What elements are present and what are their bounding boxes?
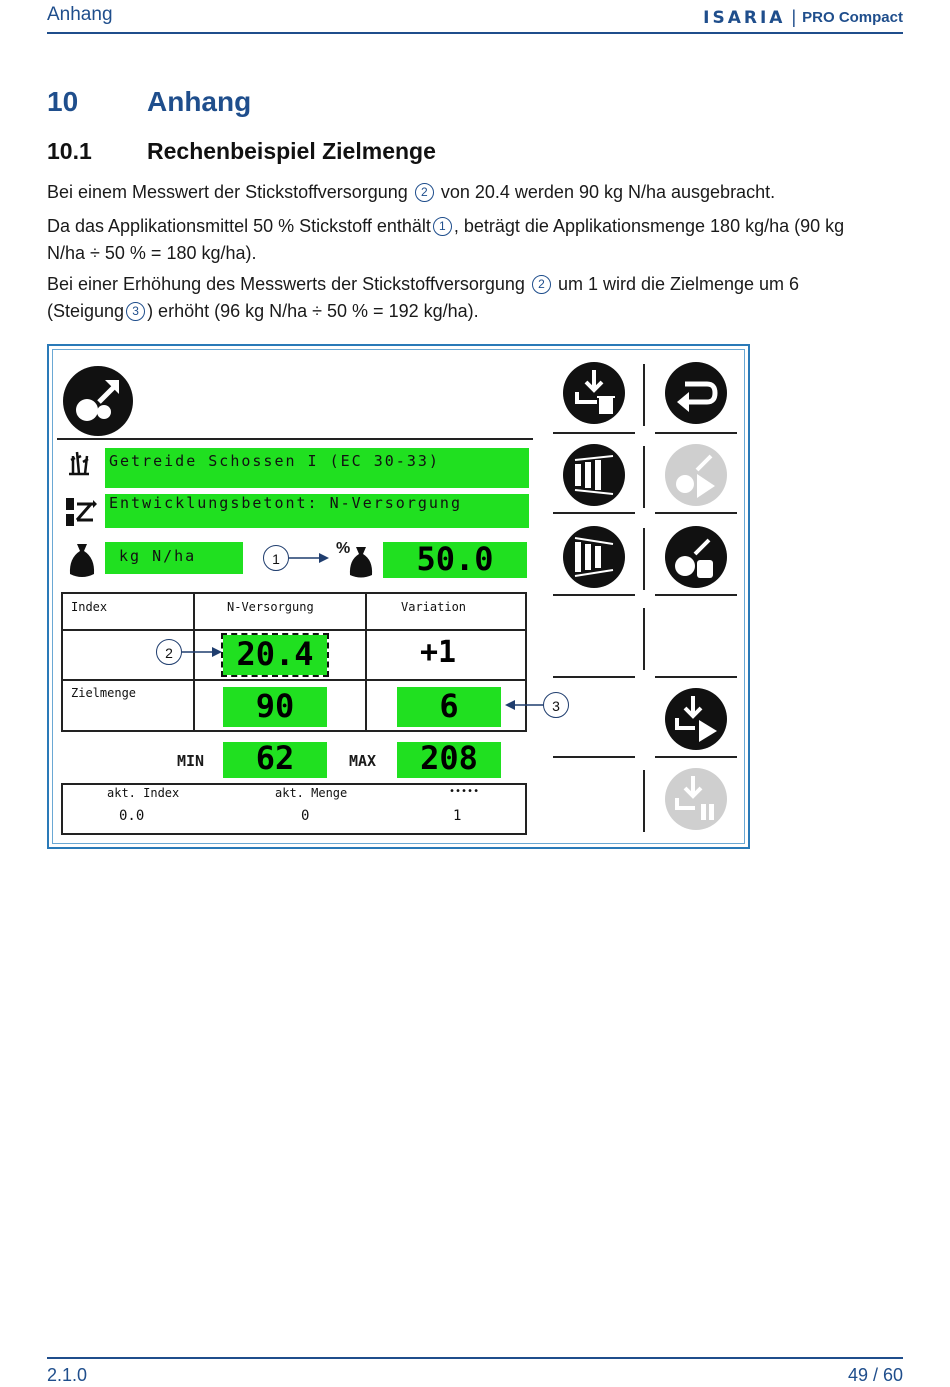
softkey-divider bbox=[643, 364, 645, 426]
akt-menge-value: 0 bbox=[301, 808, 310, 824]
header-brand bbox=[703, 7, 903, 28]
divider bbox=[57, 438, 533, 440]
footer-rule bbox=[47, 1357, 903, 1359]
softkey-divider bbox=[553, 756, 635, 758]
softkey-divider bbox=[553, 432, 635, 434]
strategy-value: Entwicklungsbetont: N-Versorgung bbox=[109, 494, 462, 512]
decrease-rate-icon[interactable] bbox=[561, 524, 627, 590]
terminal-screenshot bbox=[47, 344, 750, 849]
min-value: 62 bbox=[255, 739, 295, 777]
akt-menge-label: akt. Menge bbox=[275, 786, 348, 800]
softkey-divider bbox=[553, 676, 635, 678]
table-col-divider bbox=[365, 592, 367, 732]
table-row-divider bbox=[61, 679, 527, 681]
percent-symbol: % bbox=[336, 540, 351, 557]
paragraph-1-text-a: Bei einem Messwert der Stickstoffversorgung bbox=[47, 182, 408, 202]
softkey-divider bbox=[643, 608, 645, 670]
softkey-divider bbox=[553, 512, 635, 514]
callout-3-arrow bbox=[503, 698, 543, 712]
strategy-icon bbox=[63, 494, 97, 530]
paragraph-3 bbox=[47, 271, 847, 325]
paragraph-1 bbox=[47, 179, 847, 206]
unit-field[interactable] bbox=[105, 542, 243, 574]
max-field[interactable] bbox=[397, 739, 501, 778]
header-section-label: Anhang bbox=[47, 4, 113, 25]
strategy-field[interactable] bbox=[105, 494, 529, 528]
nversorgung-value: 20.4 bbox=[236, 635, 314, 673]
akt-index-label: akt. Index bbox=[107, 786, 180, 800]
crop-name-field[interactable] bbox=[105, 448, 529, 488]
callout-2: 2 bbox=[156, 639, 182, 665]
crop-icon bbox=[65, 448, 93, 476]
table-col-divider bbox=[193, 592, 195, 732]
table-row-divider bbox=[61, 629, 527, 631]
table-row-zielmenge: Zielmenge bbox=[71, 686, 137, 700]
application-mode-icon[interactable] bbox=[663, 524, 729, 590]
brand-separator: | bbox=[791, 7, 797, 27]
crop-name-value: Getreide Schossen I (EC 30-33) bbox=[109, 452, 440, 470]
unit-value: kg N/ha bbox=[119, 547, 197, 565]
nitrogen-percent-value: 50.0 bbox=[416, 540, 494, 578]
zielmenge-field[interactable] bbox=[223, 687, 327, 727]
softkey-divider bbox=[655, 512, 737, 514]
brand-product: PRO Compact bbox=[802, 9, 903, 26]
table-header-nversorgung: N-Versorgung bbox=[227, 600, 314, 614]
paragraph-2 bbox=[47, 213, 847, 267]
save-pause-icon-disabled bbox=[663, 766, 729, 832]
marker-1: 1 bbox=[433, 217, 452, 236]
marker-2: 2 bbox=[415, 183, 434, 202]
callout-1-arrow bbox=[289, 551, 331, 565]
heading-1-title: Anhang bbox=[147, 86, 252, 117]
application-start-icon-disabled bbox=[663, 442, 729, 508]
nversorgung-field[interactable] bbox=[223, 635, 327, 675]
softkey-divider bbox=[643, 528, 645, 590]
save-delete-icon[interactable] bbox=[561, 360, 627, 426]
heading-2-title: Rechenbeispiel Zielmenge bbox=[147, 138, 436, 164]
back-icon[interactable] bbox=[663, 360, 729, 426]
paragraph-3-text-a: Bei einer Erhöhung des Messwerts der Stickstoffversorgung bbox=[47, 274, 525, 294]
table-header-index: Index bbox=[71, 600, 108, 614]
softkey-divider bbox=[655, 676, 737, 678]
fertilizer-bag-icon bbox=[67, 540, 97, 580]
max-label: MAX bbox=[349, 752, 377, 770]
softkey-divider bbox=[655, 594, 737, 596]
marker-2: 2 bbox=[532, 275, 551, 294]
heading-1-number: 10 bbox=[47, 86, 79, 117]
softkey-divider bbox=[655, 756, 737, 758]
steigung-value: 6 bbox=[439, 687, 459, 725]
application-overview-icon bbox=[61, 364, 135, 438]
min-field[interactable] bbox=[223, 739, 327, 778]
softkey-divider bbox=[643, 770, 645, 832]
footer-version: 2.1.0 bbox=[47, 1365, 88, 1385]
paragraph-2-text-a: Da das Applikationsmittel 50 % Stickstoff enthält bbox=[47, 216, 431, 236]
percent-bag-icon bbox=[347, 544, 375, 580]
increase-rate-icon[interactable] bbox=[561, 442, 627, 508]
softkey-divider bbox=[643, 446, 645, 508]
max-value: 208 bbox=[420, 739, 478, 777]
zielmenge-value: 90 bbox=[255, 687, 295, 725]
table-header-variation: Variation bbox=[401, 600, 467, 614]
variation-value: +1 bbox=[419, 635, 457, 670]
akt-index-value: 0.0 bbox=[119, 808, 145, 824]
callout-1: 1 bbox=[263, 545, 289, 571]
marker-3: 3 bbox=[126, 302, 145, 321]
heading-2-number: 10.1 bbox=[47, 138, 92, 164]
dots-label: ••••• bbox=[449, 786, 480, 797]
paragraph-2-text-b: , beträgt die Applikationsmenge 180 kg/ha (90 kg N/ha ÷ 50 % = 180 kg/ha). bbox=[47, 216, 845, 263]
nitrogen-percent-field[interactable] bbox=[383, 542, 527, 578]
paragraph-3-text-c: ) erhöht (96 kg N/ha ÷ 50 % = 192 kg/ha). bbox=[147, 301, 479, 321]
paragraph-3-text-b: um 1 wird die Zielmenge um 6 (Steigung bbox=[47, 274, 800, 321]
header-rule bbox=[47, 32, 903, 34]
callout-3: 3 bbox=[543, 692, 569, 718]
softkey-divider bbox=[655, 432, 737, 434]
softkey-divider bbox=[553, 594, 635, 596]
dots-value: 1 bbox=[453, 808, 462, 824]
brand-logo-text: ISARIA bbox=[703, 7, 786, 28]
footer-page-number: 49 / 60 bbox=[847, 1365, 903, 1385]
paragraph-1-text-b: von 20.4 werden 90 kg N/ha ausgebracht. bbox=[440, 182, 776, 202]
save-play-icon[interactable] bbox=[663, 686, 729, 752]
min-label: MIN bbox=[177, 752, 205, 770]
steigung-field[interactable] bbox=[397, 687, 501, 727]
callout-2-arrow bbox=[182, 645, 224, 659]
